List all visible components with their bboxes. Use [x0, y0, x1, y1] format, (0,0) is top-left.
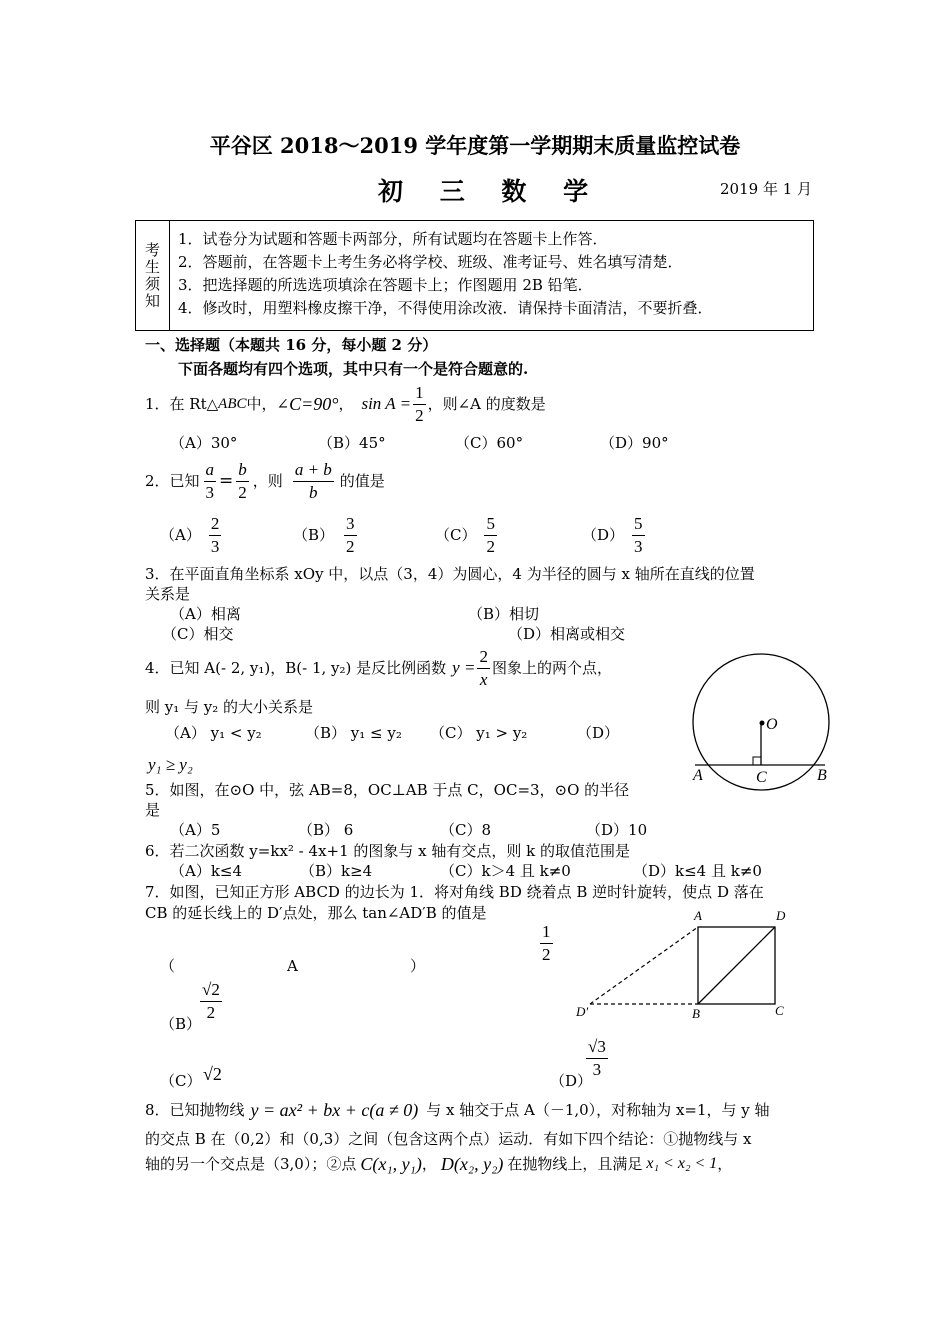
q7-sqrt2-num: √2 — [200, 980, 222, 1002]
question-2 — [145, 458, 385, 504]
q2-then: ，则 — [252, 472, 283, 490]
q8-prefix: 8．已知抛物线 — [145, 1101, 245, 1119]
q1-abc: ABC — [218, 396, 247, 412]
q1-half-fraction — [413, 383, 426, 426]
q1-half-num: 1 — [413, 383, 426, 405]
q1-angle-c: C=90° — [289, 394, 339, 414]
exam-date: 2019 年 1 月 — [720, 180, 813, 198]
q2-option-c-label: （C） — [435, 526, 477, 544]
label-a: A — [693, 767, 703, 784]
q6-line1: 6．若二次函数 y=kx² - 4x+1 的图象与 x 轴有交点，则 k 的取值范围是 — [145, 842, 631, 860]
notice-label-cell — [136, 221, 170, 330]
notice-item-3: 3．把选择题的所选选项填涂在答题卡上；作图题用 2B 铅笔． — [178, 276, 593, 294]
q8-point-d: D(x₂, y₂) — [440, 1154, 504, 1174]
q8-formula: y = ax² + bx + c(a ≠ 0) — [250, 1100, 419, 1120]
q7-line1: 7．如图，已知正方形 ABCD 的边长为 1．将对角线 BD 绕着点 B 逆时针旋转，使点 D 落在 — [145, 883, 764, 901]
label-c: C — [775, 1003, 784, 1018]
q8-line3-a: 轴的另一个交点是（3,0）；②点 — [145, 1155, 357, 1173]
q7-option-a-open: （ — [160, 957, 176, 975]
q7-half-den: 2 — [542, 945, 551, 964]
q2-option-b-label: （B） — [293, 526, 335, 544]
q8-line3-end: ， — [717, 1155, 733, 1173]
question-4 — [145, 645, 612, 691]
q3-option-b: （B）相切 — [468, 605, 540, 623]
q5-option-c: （C）8 — [440, 821, 492, 839]
label-b: B — [817, 767, 827, 784]
center-point — [760, 721, 765, 726]
q5-line1: 5．如图，在⊙O 中，弦 AB=8，OC⊥AB 于点 C，OC=3，⊙O 的半径 — [145, 781, 630, 799]
q2-option-a-num: 2 — [209, 514, 222, 536]
q7-sqrt2-over-2 — [200, 980, 222, 1023]
q2-option-c — [435, 512, 497, 558]
label-c: C — [756, 769, 767, 786]
q7-option-b-value — [200, 980, 222, 1023]
q4-line2: 则 y₁ 与 y₂ 的大小关系是 — [145, 698, 314, 716]
q2-equals: = — [219, 471, 234, 491]
q2-option-d-den: 3 — [634, 536, 643, 556]
q2-option-d-label: （D） — [582, 526, 625, 544]
label-d: D — [776, 908, 786, 923]
exam-title: 平谷区 2018～2019 学年度第一学期期末质量监控试卷 — [209, 133, 741, 158]
q7-option-c-label: （C） — [160, 1072, 202, 1090]
q7-sqrt2-den: 2 — [206, 1003, 216, 1022]
q4-line1-tail: 图象上的两个点， — [491, 659, 612, 677]
q7-line2: CB 的延长线上的 D′点处，那么 tan∠AD′B 的值是 — [145, 904, 487, 922]
q1-tail: ，则∠A 的度数是 — [427, 395, 546, 413]
q2-option-c-frac — [484, 514, 497, 557]
q1-prefix: 1．在 Rt△ — [145, 395, 219, 413]
q2-option-b — [293, 512, 357, 558]
q4-option-d-content: y₁ ≥ y₂ — [148, 755, 193, 774]
q8-line1 — [145, 1096, 770, 1124]
q2-option-b-frac — [344, 514, 357, 557]
q4-y-eq: y = — [452, 658, 476, 677]
q7-square-figure — [570, 905, 800, 1025]
q1-option-c: （C）60° — [455, 434, 524, 452]
diagonal-bd — [698, 927, 775, 1004]
q1-half-den: 2 — [415, 405, 424, 425]
q2-prefix: 2．已知 — [145, 472, 200, 490]
q3-option-c: （C）相交 — [162, 625, 234, 643]
q8-sep: ， — [421, 1155, 437, 1173]
q2-option-c-den: 2 — [486, 536, 495, 556]
section-title: 一、选择题（本题共 16 分，每小题 2 分） — [145, 336, 438, 354]
q3-line1: 3．在平面直角坐标系 xOy 中，以点（3，4）为圆心，4 为半径的圆与 x 轴所在直线的位置 — [145, 565, 755, 583]
q7-half-fraction — [540, 922, 553, 965]
q7-option-d-value — [586, 1037, 608, 1080]
q5-option-d: （D）10 — [586, 821, 648, 839]
q4-option-a: （A） y₁ < y₂ — [165, 724, 262, 742]
q2-frac-a3-num: a — [204, 460, 217, 482]
q5-circle-figure — [685, 652, 835, 794]
notice-item-4: 4．修改时，用塑料橡皮擦干净，不得使用涂改液．请保持卡面清洁，不要折叠． — [178, 299, 713, 317]
q7-option-b-label: （B） — [160, 1015, 202, 1033]
q4-line1: 4．已知 A(- 2, y₁)，B(- 1, y₂) 是反比例函数 — [145, 659, 447, 677]
q2-option-a — [160, 512, 221, 558]
right-angle-mark — [753, 757, 761, 765]
q1-option-d: （D）90° — [600, 434, 669, 452]
q4-fraction — [477, 647, 490, 690]
q4-option-c: （C） y₁ > y₂ — [430, 724, 528, 742]
label-a: A — [694, 908, 702, 923]
notice-label: 考生须知 — [143, 241, 161, 310]
q2-option-b-num: 3 — [344, 514, 357, 536]
q7-option-a-label: A — [287, 957, 298, 975]
q2-frac-b2-den: 2 — [238, 482, 247, 502]
q2-option-b-den: 2 — [346, 536, 355, 556]
q3-option-d: （D）相离或相交 — [508, 625, 626, 643]
candidate-notice-box — [135, 220, 814, 331]
q6-option-b: （B）k≥4 — [300, 862, 373, 880]
q4-option-d: （D） — [577, 724, 620, 742]
notice-item-1: 1．试卷分为试题和答题卡两部分，所有试题均在答题卡上作答． — [178, 230, 608, 248]
label-b: B — [692, 1006, 700, 1021]
q2-tail: 的值是 — [339, 472, 385, 490]
q8-line2: 的交点 B 在（0,2）和（0,3）之间（包含这两个点）运动．有如下四个结论：①抛物线与 x — [145, 1130, 752, 1148]
segment-d-prime-a — [590, 927, 698, 1004]
q7-option-a-value — [540, 922, 553, 965]
q4-frac-den: x — [479, 669, 488, 689]
q8-line3-b: 在抛物线上，且满足 — [507, 1155, 643, 1173]
q1-option-a: （A）30° — [170, 434, 238, 452]
q2-option-a-label: （A） — [160, 526, 201, 544]
label-o: O — [766, 716, 778, 733]
q7-option-c-value: √2 — [203, 1064, 222, 1084]
q6-option-d: （D）k≤4 且 k≠0 — [633, 862, 762, 880]
label-d-prime: D′ — [576, 1004, 589, 1019]
q7-option-d-label: （D） — [550, 1072, 593, 1090]
q8-line3 — [145, 1150, 732, 1178]
q7-sqrt3-den: 3 — [592, 1060, 602, 1079]
q6-option-a: （A）k≤4 — [170, 862, 243, 880]
q2-option-d — [582, 512, 645, 558]
q8-inequality: x₁ < x₂ < 1 — [646, 1155, 718, 1172]
q1-comma: ， — [338, 395, 354, 413]
section-instruction: 下面各题均有四个选项，其中只有一个是符合题意的. — [178, 360, 529, 378]
q4-frac-num: 2 — [477, 647, 490, 669]
q8-point-c: C(x₁, y₁) — [360, 1154, 422, 1174]
q6-option-c: （C）k＞4 且 k≠0 — [440, 862, 571, 880]
q2-frac-b2-num: b — [236, 460, 249, 482]
q2-option-a-frac — [209, 514, 222, 557]
q2-frac-target — [293, 460, 334, 503]
q2-option-a-den: 3 — [210, 536, 220, 556]
q2-option-d-num: 5 — [632, 514, 645, 536]
q2-frac-target-den: b — [309, 482, 318, 502]
q5-option-a: （A）5 — [170, 821, 221, 839]
q1-sin: sin A = — [361, 394, 412, 413]
q2-option-d-frac — [632, 514, 645, 557]
subject-title: 初 三 数 学 — [378, 177, 603, 206]
q2-frac-a3 — [204, 460, 217, 503]
q5-option-b: （B） 6 — [298, 821, 354, 839]
q2-frac-target-num: a + b — [293, 460, 334, 482]
q2-frac-a3-den: 3 — [205, 482, 215, 502]
q1-mid: 中，∠ — [246, 395, 290, 413]
q3-line2: 关系是 — [145, 585, 191, 603]
notice-item-2: 2．答题前，在答题卡上考生务必将学校、班级、准考证号、姓名填写清楚． — [178, 253, 683, 271]
q2-option-c-num: 5 — [484, 514, 497, 536]
question-1 — [145, 384, 546, 424]
q7-half-num: 1 — [540, 922, 553, 944]
q2-frac-b2 — [236, 460, 249, 503]
q7-option-a-close: ） — [410, 957, 426, 975]
q8-line1-tail: 与 x 轴交于点 A（－1,0），对称轴为 x=1，与 y 轴 — [426, 1101, 770, 1119]
q3-option-a: （A）相离 — [170, 605, 241, 623]
q1-option-b: （B）45° — [318, 434, 386, 452]
q5-line2: 是 — [145, 801, 161, 819]
q7-sqrt3-num: √3 — [586, 1037, 608, 1059]
q4-option-b: （B） y₁ ≤ y₂ — [305, 724, 402, 742]
q7-sqrt3-over-3 — [586, 1037, 608, 1080]
